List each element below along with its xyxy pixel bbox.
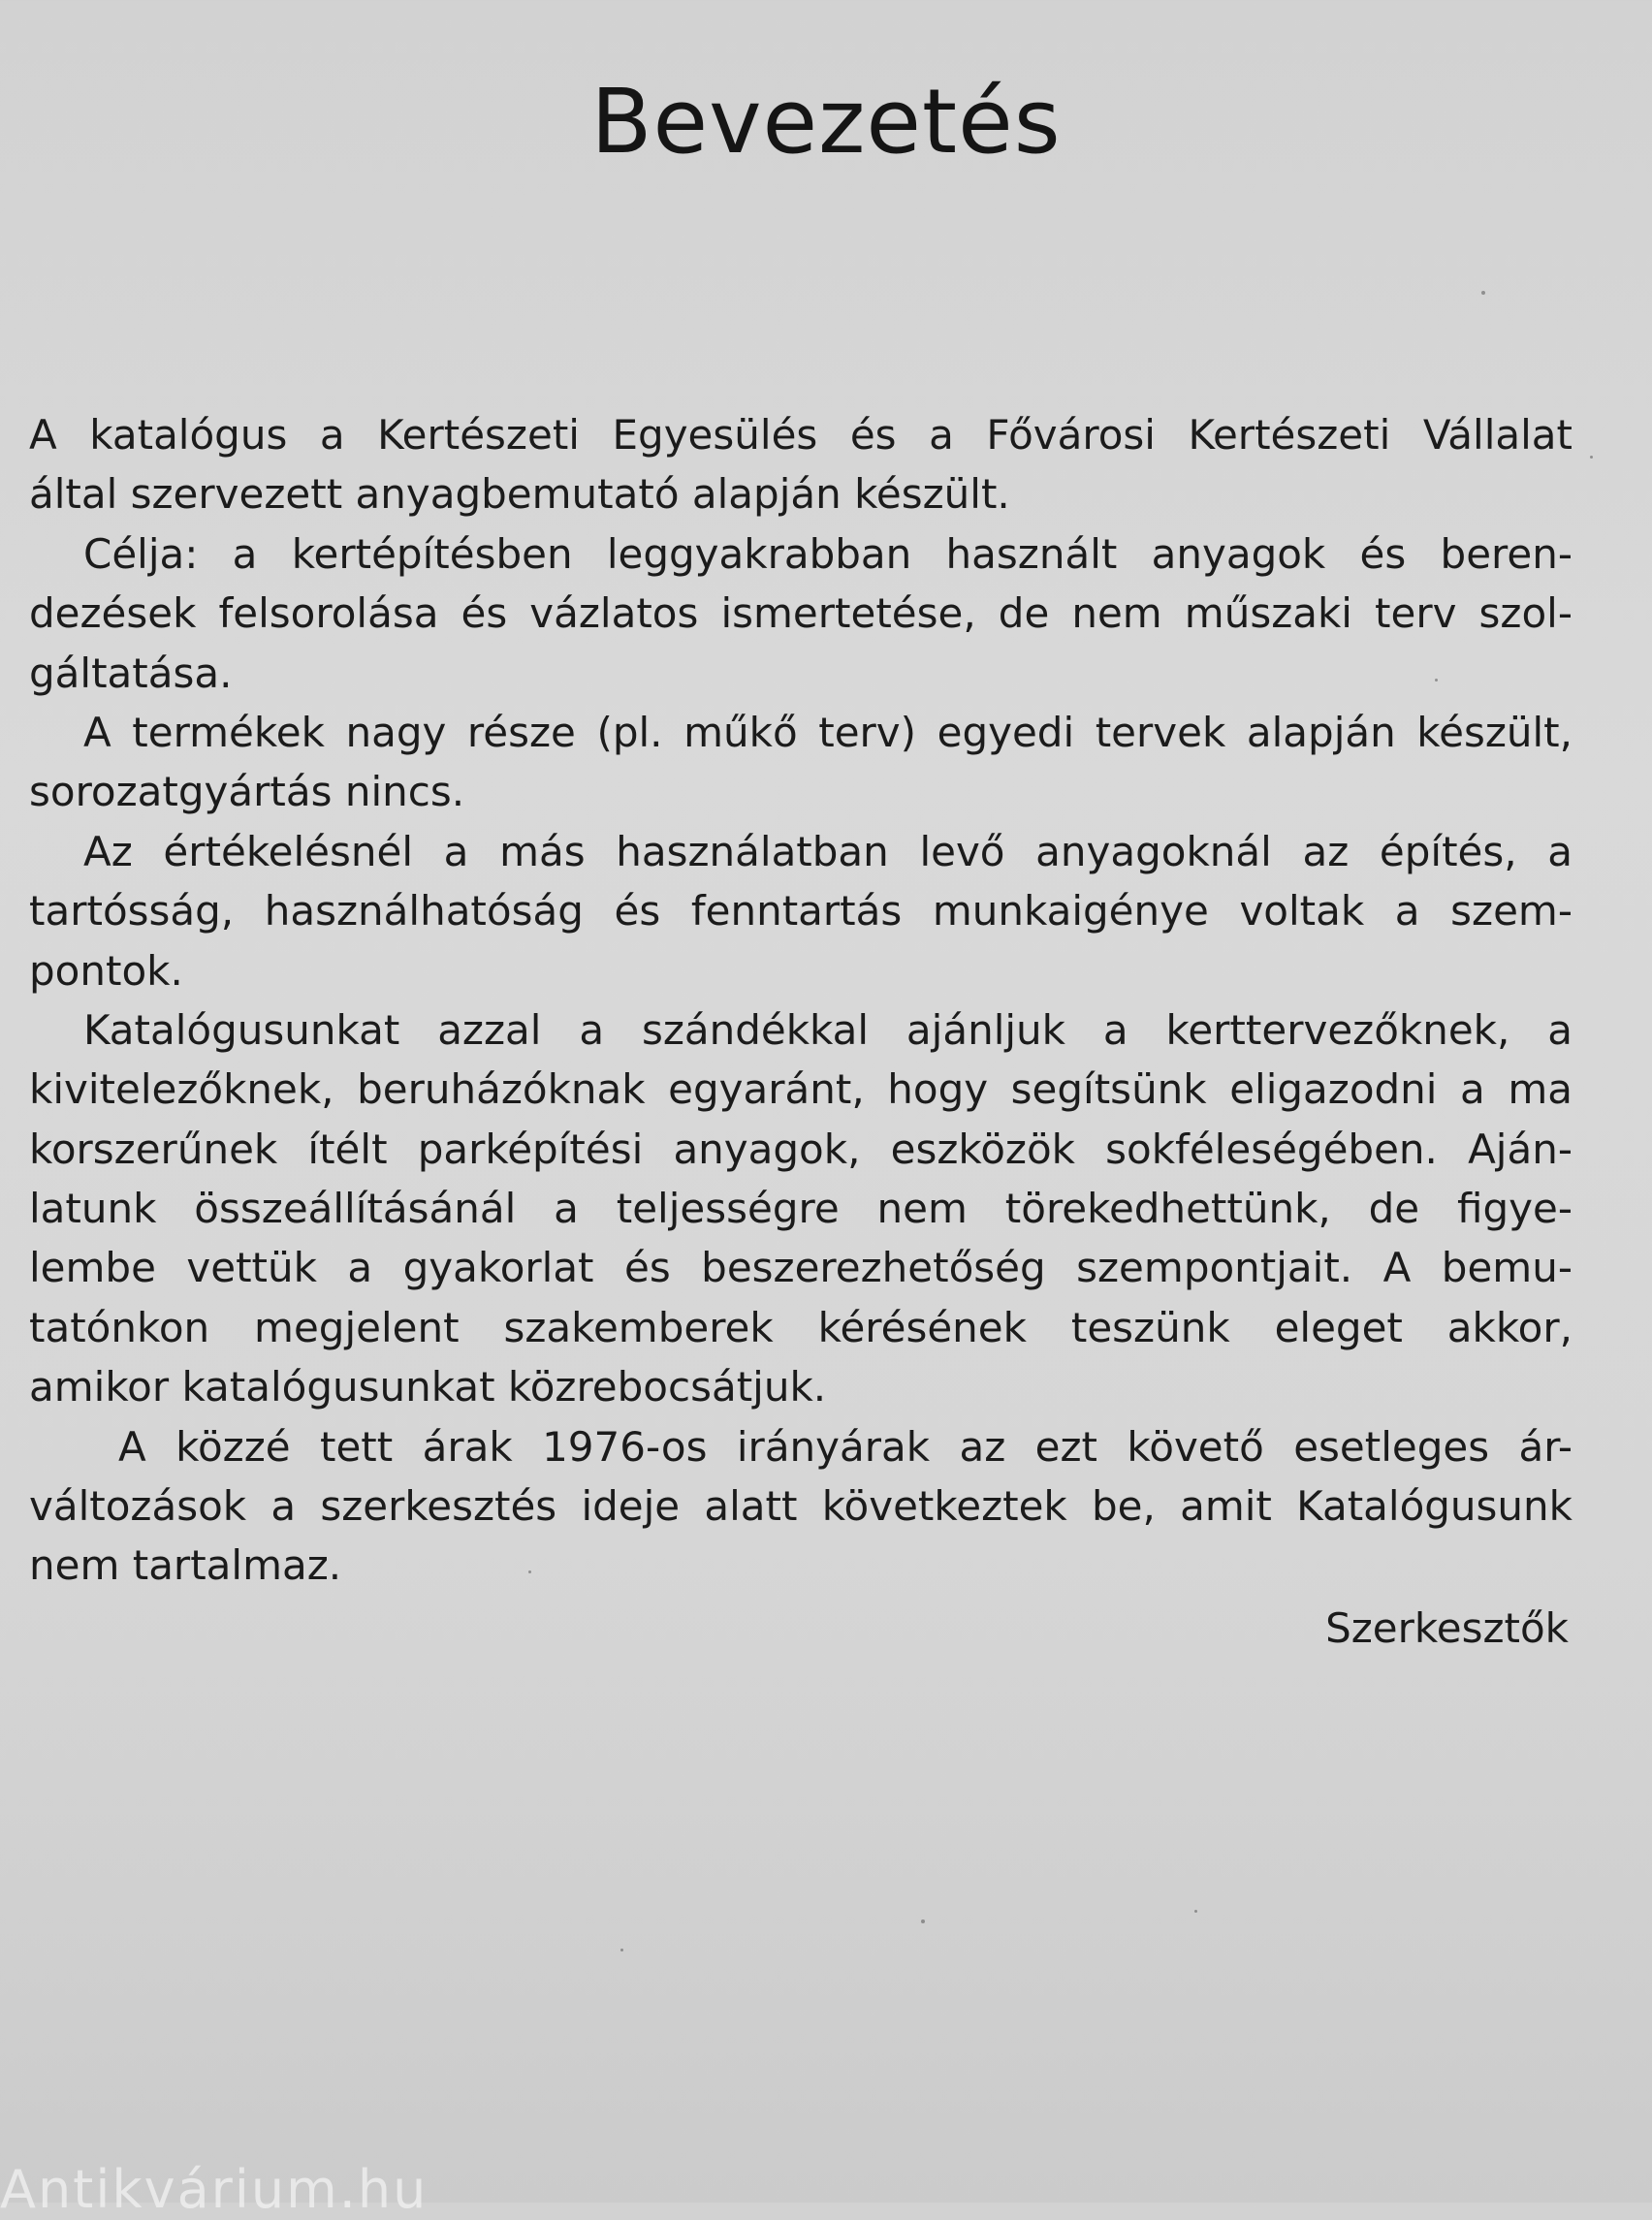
paragraph-4-line-1: Az értékelésnél a más használatban levő anyagoknál az építés, a (83, 827, 1573, 875)
paragraph-6-line-2: változások a szerkesztés ideje alatt következtek be, amit Katalógusunk (29, 1482, 1573, 1531)
signature: Szerkesztők (1325, 1604, 1569, 1652)
paragraph-5-line-6: tatónkon megjelent szakemberek kérésének teszünk eleget akkor, (29, 1303, 1573, 1351)
paragraph-4-line-3: pontok. (29, 946, 183, 995)
paragraph-6-line-3: nem tartalmaz. (29, 1541, 342, 1590)
paper-speck (1590, 456, 1593, 459)
paragraph-2-line-3: gáltatása. (29, 649, 233, 697)
page-title: Bevezetés (590, 70, 1062, 174)
paragraph-5-line-5: lembe vettük a gyakorlat és beszerezhetőség szempontjait. A bemu- (29, 1244, 1573, 1292)
paragraph-5-line-2: kivitelezőknek, beruházóknak egyaránt, hogy segítsünk eligazodni a ma (29, 1065, 1573, 1114)
paper-speck (1194, 1910, 1197, 1913)
paper-speck (921, 1919, 925, 1923)
paper-speck (1481, 291, 1485, 295)
paper-speck (528, 1570, 531, 1573)
watermark: Antikvárium.hu (0, 2159, 429, 2220)
paragraph-5-line-4: latunk összeállításánál a teljességre nem törekedhettünk, de figye- (29, 1185, 1573, 1233)
paragraph-1-line-1: A katalógus a Kertészeti Egyesülés és a Fővárosi Kertészeti Vállalat (29, 411, 1573, 459)
paragraph-5-line-1: Katalógusunkat azzal a szándékkal ajánljuk a kerttervezőknek, a (83, 1005, 1573, 1054)
paragraph-3-line-2: sorozatgyártás nincs. (29, 768, 465, 816)
paragraph-2-line-1: Célja: a kertépítésben leggyakrabban használt anyagok és beren- (83, 529, 1573, 578)
paragraph-1-line-2: által szervezett anyagbemutató alapján készült. (29, 470, 1010, 519)
paper-speck (620, 1949, 623, 1951)
paragraph-5-line-3: korszerűnek ítélt parképítési anyagok, eszközök sokféleségében. Aján- (29, 1125, 1573, 1173)
paragraph-2-line-2: dezések felsorolása és vázlatos ismertetése, de nem műszaki terv szol- (29, 589, 1573, 638)
body-text (29, 405, 1573, 1596)
paragraph-5-line-7: amikor katalógusunkat közrebocsátjuk. (29, 1363, 827, 1411)
paragraph-6-line-1: A közzé tett árak 1976-os irányárak az ezt követő esetleges ár- (118, 1422, 1573, 1471)
paragraph-3-line-1: A termékek nagy része (pl. műkő terv) egyedi tervek alapján készült, (83, 708, 1573, 756)
paper-speck (1435, 679, 1438, 682)
paragraph-4-line-2: tartósság, használhatóság és fenntartás munkaigénye voltak a szem- (29, 887, 1573, 936)
